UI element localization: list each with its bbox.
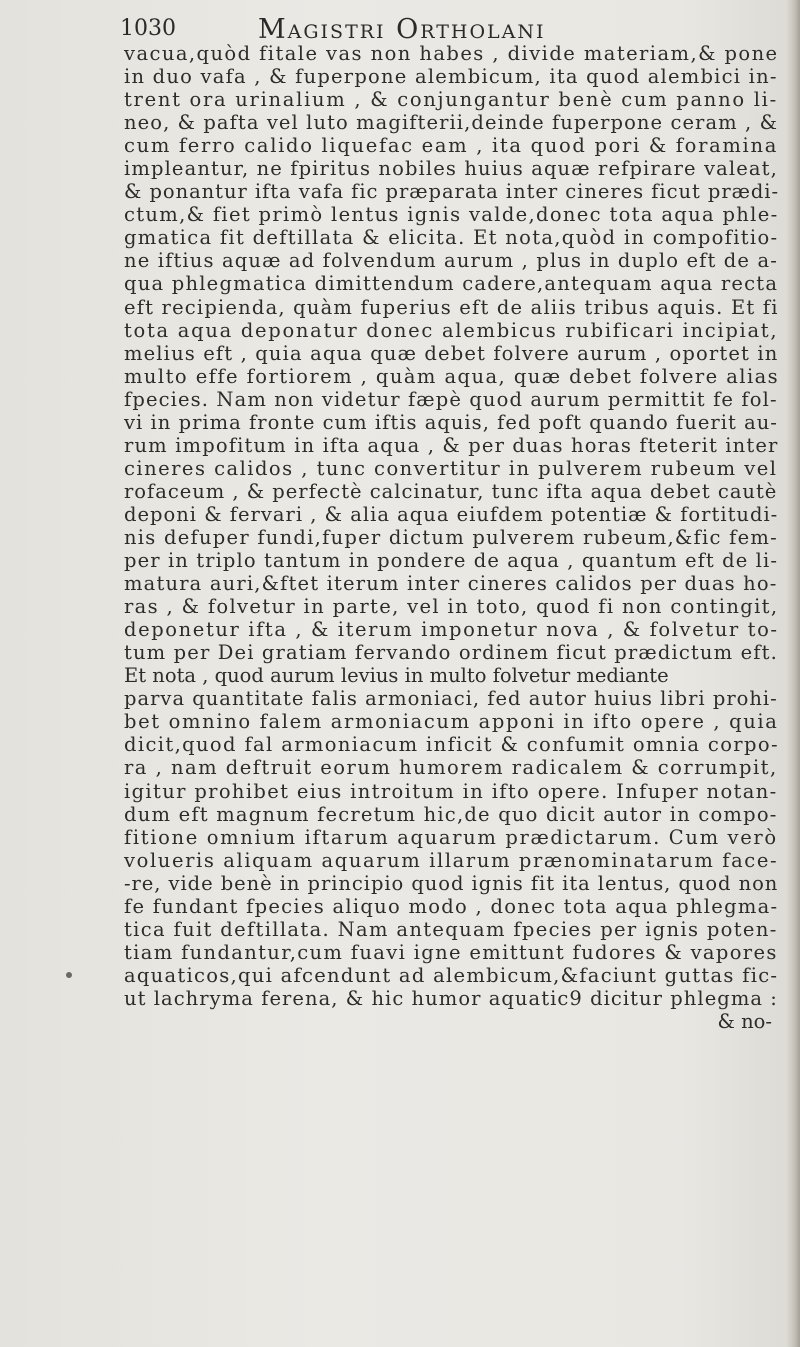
text-line: tum per Dei gratiam fervando ordinem ficut prædictum eft. — [124, 641, 778, 665]
text-line: aquaticos,qui afcendunt ad alembicum,&faciunt guttas fic- — [124, 963, 779, 987]
text-line: melius eft , quia aqua quæ debet folvere aurum , oportet in — [124, 341, 779, 365]
running-title: Magistri Ortholani — [258, 14, 546, 45]
text-line: dicit,quod fal armoniacum inficit & confumit omnia corpo- — [124, 733, 779, 757]
text-line: cum ferro calido liquefac eam , ita quod pori & foramina — [124, 134, 779, 158]
text-line: eft recipienda, quàm fuperius eft de aliis tribus aquis. Et fi — [124, 295, 779, 319]
text-line: bet omnino falem armoniacum apponi in ifto opere , quia — [124, 710, 779, 734]
text-line: vi in prima fronte cum iftis aquis, fed poft quando fuerit au- — [124, 410, 778, 434]
catchword: & no- — [717, 1009, 772, 1033]
text-line: deponetur ifta , & iterum imponetur nova , & folvetur to- — [124, 618, 779, 642]
text-line: nis defuper fundi,fuper dictum pulverem rubeum,&fic fem- — [124, 525, 778, 549]
margin-ink-dot — [66, 972, 72, 978]
text-line: tiam fundantur,cum fuavi igne emittunt fudores & vapores — [124, 940, 778, 964]
text-line: ut lachryma ferena, & hic humor aquatic9 dicitur phlegma : — [124, 986, 778, 1010]
text-line: rum impofitum in ifta aqua , & per duas horas fteterit inter — [124, 433, 779, 457]
text-line: ra , nam deftruit eorum humorem radicalem & corrumpit, — [124, 756, 778, 780]
text-line: gmatica fit deftillata & elicita. Et nota,quòd in compofitio- — [124, 226, 779, 250]
text-line: qua phlegmatica dimittendum cadere,antequam aqua recta — [124, 272, 779, 296]
text-line: igitur prohibet eius introitum in ifto opere. Infuper notan- — [124, 779, 778, 803]
text-line: dum eft magnum fecretum hic,de quo dicit autor in compo- — [124, 802, 778, 826]
text-line: volueris aliquam aquarum illarum prænominatarum face- — [124, 848, 779, 872]
text-line: & ponantur ifta vafa fic præparata inter cineres ficut prædi- — [124, 180, 780, 204]
text-line: rofaceum , & perfectè calcinatur, tunc ifta aqua debet cautè — [124, 479, 778, 503]
text-line: Et nota , quod aurum levius in multo folvetur mediante — [124, 664, 669, 688]
text-line: ctum,& fiet primò lentus ignis valde,donec tota aqua phle- — [124, 203, 779, 227]
text-line: tota aqua deponatur donec alembicus rubificari incipiat, — [124, 318, 779, 342]
text-line: fitione omnium iftarum aquarum prædictarum. Cum verò — [124, 825, 778, 849]
text-line: parva quantitate falis armoniaci, fed autor huius libri prohi- — [124, 687, 778, 711]
body-text — [124, 42, 794, 1033]
text-line: ne iftius aquæ ad folvendum aurum , plus in duplo eft de a- — [124, 249, 778, 273]
text-line: -re, vide benè in principio quod ignis fit ita lentus, quod non — [124, 871, 779, 895]
text-line: impleantur, ne fpiritus nobiles huius aquæ refpirare valeat, — [124, 157, 778, 181]
text-line: fpecies. Nam non videtur fæpè quod aurum permittit fe fol- — [124, 387, 778, 411]
text-line: multo effe fortiorem , quàm aqua, quæ debet folvere alias — [124, 364, 780, 388]
text-line: tica fuit deftillata. Nam antequam fpecies per ignis poten- — [124, 917, 778, 941]
text-line: neo, & pafta vel luto magifterii,deinde fuperpone ceram , & — [124, 111, 779, 135]
text-line: ras , & folvetur in parte, vel in toto, quod fi non contingit, — [124, 595, 779, 619]
page-number: 1030 — [120, 16, 176, 41]
text-line: vacua,quòd fitale vas non habes , divide materiam,& pone — [124, 42, 779, 65]
text-line: deponi & fervari , & alia aqua eiufdem potentiæ & fortitudi- — [124, 502, 779, 526]
text-line: trent ora urinalium , & conjungantur benè cum panno li- — [124, 88, 778, 112]
text-line: in duo vafa , & fuperpone alembicum, ita quod alembici in- — [124, 65, 778, 89]
text-line: fe fundant fpecies aliquo modo , donec tota aqua phlegma- — [124, 894, 779, 918]
text-line: matura auri,&ftet iterum inter cineres calidos per duas ho- — [124, 572, 778, 596]
text-line: cineres calidos , tunc convertitur in pulverem rubeum vel — [124, 456, 778, 480]
text-line: per in triplo tantum in pondere de aqua , quantum eft de li- — [124, 549, 779, 573]
